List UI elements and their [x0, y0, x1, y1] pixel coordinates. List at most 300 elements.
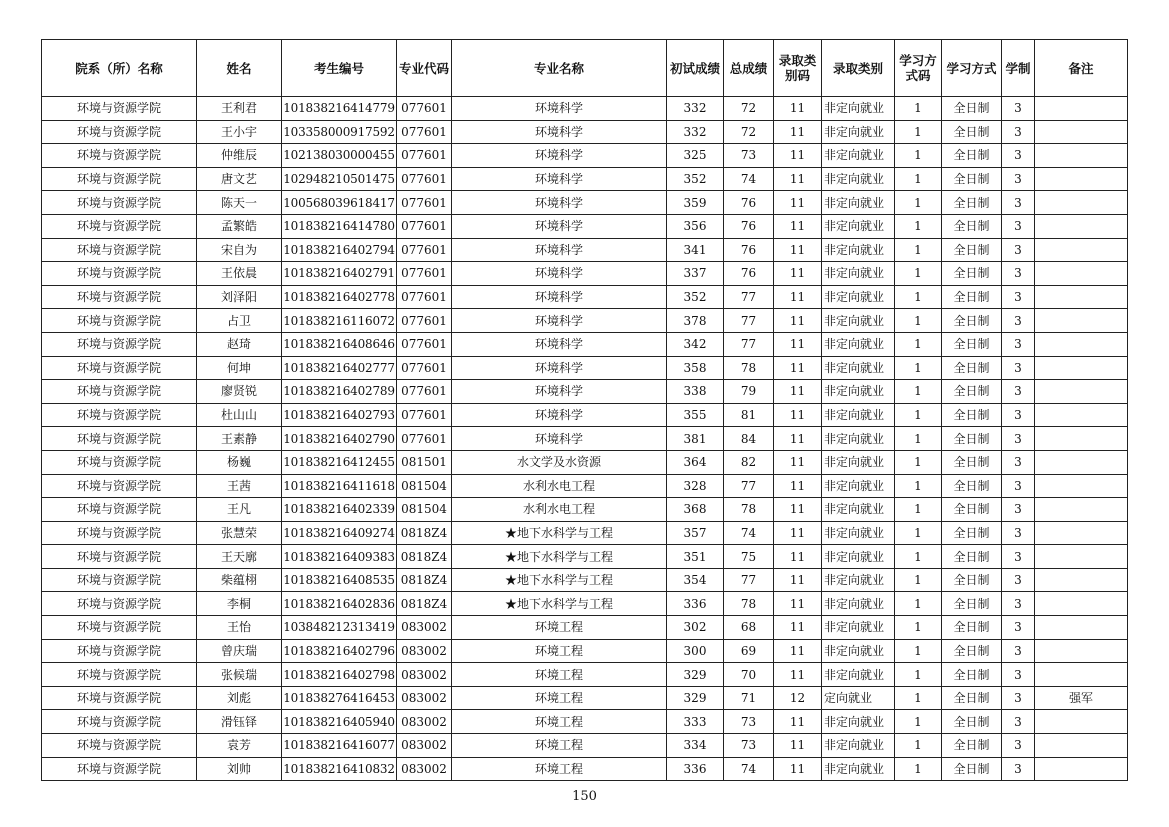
cell-prelim-score: 336 [667, 592, 724, 616]
cell-study-mode: 全日制 [942, 238, 1002, 262]
cell-category: 非定向就业 [822, 332, 895, 356]
cell-exam-id: 101838216402339 [282, 498, 397, 522]
cell-total-score: 77 [724, 568, 774, 592]
table-row [42, 498, 1128, 522]
cell-study-mode-code: 1 [895, 710, 942, 734]
table-row [42, 120, 1128, 144]
cell-exam-id: 101838216410832 [282, 757, 397, 781]
cell-remarks [1035, 332, 1128, 356]
cell-major-name: 环境科学 [452, 262, 667, 286]
cell-major-name: ★地下水科学与工程 [452, 545, 667, 569]
cell-study-mode-code: 1 [895, 285, 942, 309]
table-row [42, 757, 1128, 781]
cell-category-code: 11 [774, 380, 822, 404]
cell-duration: 3 [1002, 568, 1035, 592]
cell-study-mode-code: 1 [895, 309, 942, 333]
cell-study-mode-code: 1 [895, 144, 942, 168]
cell-study-mode: 全日制 [942, 592, 1002, 616]
cell-remarks [1035, 120, 1128, 144]
cell-exam-id: 101838216409274 [282, 521, 397, 545]
table-row [42, 191, 1128, 215]
cell-name: 刘泽阳 [197, 285, 282, 309]
cell-study-mode: 全日制 [942, 450, 1002, 474]
cell-category-code: 11 [774, 285, 822, 309]
cell-category-code: 11 [774, 144, 822, 168]
cell-category: 非定向就业 [822, 403, 895, 427]
cell-study-mode-code: 1 [895, 191, 942, 215]
cell-study-mode-code: 1 [895, 380, 942, 404]
cell-major-code: 077601 [397, 97, 452, 121]
cell-total-score: 74 [724, 167, 774, 191]
cell-remarks [1035, 663, 1128, 687]
cell-name: 杜山山 [197, 403, 282, 427]
cell-name: 王利君 [197, 97, 282, 121]
cell-category: 非定向就业 [822, 238, 895, 262]
table-row [42, 144, 1128, 168]
cell-remarks [1035, 639, 1128, 663]
cell-category-code: 11 [774, 97, 822, 121]
cell-study-mode: 全日制 [942, 568, 1002, 592]
cell-category-code: 11 [774, 403, 822, 427]
cell-category-code: 11 [774, 757, 822, 781]
cell-prelim-score: 329 [667, 663, 724, 687]
cell-dept: 环境与资源学院 [42, 262, 197, 286]
cell-study-mode-code: 1 [895, 663, 942, 687]
cell-name: 何坤 [197, 356, 282, 380]
header-dept: 院系（所）名称 [42, 40, 197, 97]
cell-category: 非定向就业 [822, 474, 895, 498]
cell-total-score: 77 [724, 309, 774, 333]
cell-exam-id: 101838216408535 [282, 568, 397, 592]
cell-exam-id: 101838216402777 [282, 356, 397, 380]
cell-category-code: 11 [774, 167, 822, 191]
admission-table [41, 39, 1128, 781]
cell-study-mode-code: 1 [895, 262, 942, 286]
cell-study-mode-code: 1 [895, 97, 942, 121]
cell-total-score: 73 [724, 710, 774, 734]
cell-study-mode: 全日制 [942, 521, 1002, 545]
cell-prelim-score: 352 [667, 285, 724, 309]
cell-prelim-score: 364 [667, 450, 724, 474]
header-duration: 学制 [1002, 40, 1035, 97]
cell-major-name: 环境科学 [452, 356, 667, 380]
cell-total-score: 81 [724, 403, 774, 427]
cell-study-mode-code: 1 [895, 568, 942, 592]
cell-major-name: 环境科学 [452, 120, 667, 144]
cell-category: 非定向就业 [822, 450, 895, 474]
cell-total-score: 76 [724, 191, 774, 215]
cell-exam-id: 101838216402794 [282, 238, 397, 262]
table-row [42, 521, 1128, 545]
cell-duration: 3 [1002, 332, 1035, 356]
cell-category-code: 11 [774, 262, 822, 286]
table-row [42, 545, 1128, 569]
cell-name: 张候瑞 [197, 663, 282, 687]
cell-remarks [1035, 734, 1128, 758]
cell-name: 陈天一 [197, 191, 282, 215]
cell-total-score: 78 [724, 356, 774, 380]
cell-remarks [1035, 757, 1128, 781]
table-row [42, 450, 1128, 474]
header-category-code: 录取类别码 [774, 40, 822, 97]
cell-study-mode: 全日制 [942, 332, 1002, 356]
cell-duration: 3 [1002, 144, 1035, 168]
cell-dept: 环境与资源学院 [42, 521, 197, 545]
cell-major-name: 环境科学 [452, 380, 667, 404]
cell-category-code: 11 [774, 498, 822, 522]
cell-dept: 环境与资源学院 [42, 214, 197, 238]
cell-major-code: 081501 [397, 450, 452, 474]
cell-major-name: 环境工程 [452, 734, 667, 758]
cell-name: 曾庆瑞 [197, 639, 282, 663]
cell-prelim-score: 341 [667, 238, 724, 262]
cell-prelim-score: 378 [667, 309, 724, 333]
cell-exam-id: 102948210501475 [282, 167, 397, 191]
cell-total-score: 75 [724, 545, 774, 569]
cell-study-mode: 全日制 [942, 639, 1002, 663]
cell-dept: 环境与资源学院 [42, 734, 197, 758]
cell-major-name: 环境工程 [452, 663, 667, 687]
cell-dept: 环境与资源学院 [42, 710, 197, 734]
cell-major-code: 077601 [397, 167, 452, 191]
cell-study-mode-code: 1 [895, 120, 942, 144]
cell-dept: 环境与资源学院 [42, 450, 197, 474]
cell-category: 非定向就业 [822, 309, 895, 333]
header-category: 录取类别 [822, 40, 895, 97]
cell-major-code: 083002 [397, 734, 452, 758]
cell-category: 非定向就业 [822, 97, 895, 121]
cell-major-name: 环境科学 [452, 97, 667, 121]
cell-category: 非定向就业 [822, 356, 895, 380]
cell-duration: 3 [1002, 214, 1035, 238]
cell-study-mode-code: 1 [895, 498, 942, 522]
cell-category: 非定向就业 [822, 498, 895, 522]
cell-remarks [1035, 710, 1128, 734]
cell-total-score: 84 [724, 427, 774, 451]
cell-remarks [1035, 191, 1128, 215]
cell-study-mode: 全日制 [942, 734, 1002, 758]
cell-study-mode: 全日制 [942, 427, 1002, 451]
cell-exam-id: 101838216402796 [282, 639, 397, 663]
cell-study-mode-code: 1 [895, 757, 942, 781]
cell-duration: 3 [1002, 120, 1035, 144]
cell-category-code: 11 [774, 191, 822, 215]
cell-major-name: 水文学及水资源 [452, 450, 667, 474]
cell-major-code: 077601 [397, 309, 452, 333]
cell-exam-id: 101838216402798 [282, 663, 397, 687]
cell-name: 李桐 [197, 592, 282, 616]
cell-study-mode: 全日制 [942, 380, 1002, 404]
cell-category: 非定向就业 [822, 144, 895, 168]
cell-study-mode: 全日制 [942, 663, 1002, 687]
cell-dept: 环境与资源学院 [42, 592, 197, 616]
cell-dept: 环境与资源学院 [42, 356, 197, 380]
cell-category: 非定向就业 [822, 380, 895, 404]
cell-duration: 3 [1002, 356, 1035, 380]
cell-major-name: 环境科学 [452, 403, 667, 427]
cell-prelim-score: 338 [667, 380, 724, 404]
cell-major-code: 081504 [397, 498, 452, 522]
cell-remarks [1035, 592, 1128, 616]
cell-dept: 环境与资源学院 [42, 545, 197, 569]
cell-study-mode-code: 1 [895, 474, 942, 498]
cell-category-code: 11 [774, 639, 822, 663]
cell-exam-id: 101838216416077 [282, 734, 397, 758]
cell-study-mode: 全日制 [942, 545, 1002, 569]
cell-major-name: 环境科学 [452, 238, 667, 262]
cell-category: 非定向就业 [822, 167, 895, 191]
cell-duration: 3 [1002, 521, 1035, 545]
cell-major-code: 0818Z4 [397, 592, 452, 616]
cell-prelim-score: 368 [667, 498, 724, 522]
cell-prelim-score: 356 [667, 214, 724, 238]
cell-major-name: 环境科学 [452, 309, 667, 333]
cell-total-score: 70 [724, 663, 774, 687]
cell-study-mode: 全日制 [942, 214, 1002, 238]
cell-study-mode: 全日制 [942, 285, 1002, 309]
cell-study-mode: 全日制 [942, 97, 1002, 121]
cell-major-name: 水利水电工程 [452, 474, 667, 498]
cell-dept: 环境与资源学院 [42, 474, 197, 498]
cell-dept: 环境与资源学院 [42, 498, 197, 522]
cell-total-score: 78 [724, 592, 774, 616]
cell-remarks [1035, 450, 1128, 474]
cell-name: 廖贤锐 [197, 380, 282, 404]
cell-duration: 3 [1002, 380, 1035, 404]
cell-study-mode: 全日制 [942, 356, 1002, 380]
cell-prelim-score: 354 [667, 568, 724, 592]
cell-study-mode-code: 1 [895, 214, 942, 238]
header-remarks: 备注 [1035, 40, 1128, 97]
cell-prelim-score: 328 [667, 474, 724, 498]
cell-dept: 环境与资源学院 [42, 120, 197, 144]
table-row [42, 167, 1128, 191]
cell-duration: 3 [1002, 616, 1035, 640]
cell-total-score: 71 [724, 686, 774, 710]
header-study-mode: 学习方式 [942, 40, 1002, 97]
cell-remarks [1035, 238, 1128, 262]
cell-prelim-score: 337 [667, 262, 724, 286]
cell-major-code: 077601 [397, 238, 452, 262]
cell-exam-id: 103848212313419 [282, 616, 397, 640]
cell-major-code: 0818Z4 [397, 545, 452, 569]
cell-name: 赵琦 [197, 332, 282, 356]
table-row [42, 568, 1128, 592]
cell-exam-id: 100568039618417 [282, 191, 397, 215]
header-prelim-score: 初试成绩 [667, 40, 724, 97]
cell-major-code: 077601 [397, 403, 452, 427]
table-row [42, 380, 1128, 404]
cell-prelim-score: 300 [667, 639, 724, 663]
cell-remarks [1035, 427, 1128, 451]
cell-major-name: 水利水电工程 [452, 498, 667, 522]
cell-study-mode-code: 1 [895, 238, 942, 262]
header-major-code: 专业代码 [397, 40, 452, 97]
cell-duration: 3 [1002, 97, 1035, 121]
cell-dept: 环境与资源学院 [42, 686, 197, 710]
cell-category-code: 11 [774, 309, 822, 333]
cell-dept: 环境与资源学院 [42, 191, 197, 215]
cell-dept: 环境与资源学院 [42, 568, 197, 592]
cell-major-name: 环境工程 [452, 757, 667, 781]
cell-major-name: ★地下水科学与工程 [452, 568, 667, 592]
cell-category: 非定向就业 [822, 262, 895, 286]
cell-name: 王依晨 [197, 262, 282, 286]
cell-study-mode: 全日制 [942, 191, 1002, 215]
cell-major-name: 环境科学 [452, 144, 667, 168]
cell-name: 王怡 [197, 616, 282, 640]
cell-major-name: 环境科学 [452, 285, 667, 309]
cell-remarks [1035, 285, 1128, 309]
cell-exam-id: 101838216402778 [282, 285, 397, 309]
cell-study-mode: 全日制 [942, 167, 1002, 191]
cell-category-code: 11 [774, 427, 822, 451]
cell-category-code: 11 [774, 120, 822, 144]
cell-category-code: 11 [774, 616, 822, 640]
cell-remarks [1035, 498, 1128, 522]
cell-duration: 3 [1002, 710, 1035, 734]
cell-major-code: 0818Z4 [397, 521, 452, 545]
cell-duration: 3 [1002, 427, 1035, 451]
cell-name: 柴蕴栩 [197, 568, 282, 592]
cell-prelim-score: 342 [667, 332, 724, 356]
table-row [42, 403, 1128, 427]
cell-dept: 环境与资源学院 [42, 380, 197, 404]
cell-category: 非定向就业 [822, 592, 895, 616]
cell-study-mode-code: 1 [895, 427, 942, 451]
cell-duration: 3 [1002, 592, 1035, 616]
cell-name: 王素静 [197, 427, 282, 451]
cell-prelim-score: 302 [667, 616, 724, 640]
cell-prelim-score: 329 [667, 686, 724, 710]
cell-major-code: 077601 [397, 356, 452, 380]
cell-total-score: 69 [724, 639, 774, 663]
cell-duration: 3 [1002, 545, 1035, 569]
cell-major-code: 077601 [397, 214, 452, 238]
cell-major-name: 环境科学 [452, 167, 667, 191]
cell-total-score: 72 [724, 120, 774, 144]
cell-total-score: 73 [724, 734, 774, 758]
header-exam-id: 考生编号 [282, 40, 397, 97]
cell-name: 宋自为 [197, 238, 282, 262]
table-row [42, 592, 1128, 616]
cell-remarks [1035, 521, 1128, 545]
cell-remarks [1035, 616, 1128, 640]
cell-prelim-score: 334 [667, 734, 724, 758]
cell-remarks: 强军 [1035, 686, 1128, 710]
cell-category-code: 11 [774, 474, 822, 498]
cell-remarks [1035, 262, 1128, 286]
cell-prelim-score: 325 [667, 144, 724, 168]
cell-study-mode: 全日制 [942, 262, 1002, 286]
cell-major-code: 081504 [397, 474, 452, 498]
cell-duration: 3 [1002, 309, 1035, 333]
cell-name: 仲维辰 [197, 144, 282, 168]
cell-study-mode-code: 1 [895, 686, 942, 710]
cell-category-code: 11 [774, 356, 822, 380]
cell-category: 非定向就业 [822, 663, 895, 687]
cell-category: 非定向就业 [822, 639, 895, 663]
cell-duration: 3 [1002, 285, 1035, 309]
cell-category-code: 11 [774, 450, 822, 474]
cell-duration: 3 [1002, 191, 1035, 215]
cell-name: 孟繁皓 [197, 214, 282, 238]
cell-exam-id: 101838216402791 [282, 262, 397, 286]
cell-total-score: 78 [724, 498, 774, 522]
table-row [42, 710, 1128, 734]
cell-category: 非定向就业 [822, 285, 895, 309]
cell-prelim-score: 358 [667, 356, 724, 380]
table-row [42, 262, 1128, 286]
cell-exam-id: 101838276416453 [282, 686, 397, 710]
cell-study-mode: 全日制 [942, 757, 1002, 781]
cell-remarks [1035, 403, 1128, 427]
cell-exam-id: 101838216116072 [282, 309, 397, 333]
cell-category: 非定向就业 [822, 191, 895, 215]
cell-category: 非定向就业 [822, 568, 895, 592]
header-study-mode-code: 学习方式码 [895, 40, 942, 97]
cell-duration: 3 [1002, 167, 1035, 191]
cell-duration: 3 [1002, 403, 1035, 427]
cell-study-mode: 全日制 [942, 403, 1002, 427]
cell-study-mode-code: 1 [895, 639, 942, 663]
cell-study-mode-code: 1 [895, 616, 942, 640]
cell-dept: 环境与资源学院 [42, 238, 197, 262]
cell-total-score: 76 [724, 262, 774, 286]
cell-exam-id: 101838216414780 [282, 214, 397, 238]
cell-remarks [1035, 309, 1128, 333]
cell-dept: 环境与资源学院 [42, 97, 197, 121]
cell-dept: 环境与资源学院 [42, 144, 197, 168]
cell-exam-id: 101838216414779 [282, 97, 397, 121]
cell-study-mode-code: 1 [895, 545, 942, 569]
cell-major-name: 环境科学 [452, 427, 667, 451]
cell-study-mode-code: 1 [895, 592, 942, 616]
cell-duration: 3 [1002, 757, 1035, 781]
cell-prelim-score: 357 [667, 521, 724, 545]
cell-prelim-score: 352 [667, 167, 724, 191]
cell-exam-id: 103358000917592 [282, 120, 397, 144]
cell-name: 张慧荣 [197, 521, 282, 545]
table-row [42, 616, 1128, 640]
table-row [42, 663, 1128, 687]
cell-dept: 环境与资源学院 [42, 167, 197, 191]
cell-prelim-score: 332 [667, 97, 724, 121]
cell-category-code: 11 [774, 710, 822, 734]
cell-major-code: 077601 [397, 427, 452, 451]
cell-major-name: 环境工程 [452, 639, 667, 663]
cell-dept: 环境与资源学院 [42, 427, 197, 451]
page-number: 150 [572, 789, 597, 804]
cell-exam-id: 101838216411618 [282, 474, 397, 498]
cell-category: 非定向就业 [822, 120, 895, 144]
cell-study-mode: 全日制 [942, 309, 1002, 333]
cell-dept: 环境与资源学院 [42, 403, 197, 427]
cell-study-mode: 全日制 [942, 710, 1002, 734]
cell-study-mode: 全日制 [942, 498, 1002, 522]
table-row [42, 474, 1128, 498]
cell-total-score: 76 [724, 214, 774, 238]
cell-study-mode: 全日制 [942, 616, 1002, 640]
cell-duration: 3 [1002, 663, 1035, 687]
cell-duration: 3 [1002, 238, 1035, 262]
cell-remarks [1035, 144, 1128, 168]
cell-major-code: 077601 [397, 191, 452, 215]
cell-exam-id: 101838216412455 [282, 450, 397, 474]
cell-total-score: 76 [724, 238, 774, 262]
cell-major-code: 077601 [397, 332, 452, 356]
cell-total-score: 74 [724, 757, 774, 781]
